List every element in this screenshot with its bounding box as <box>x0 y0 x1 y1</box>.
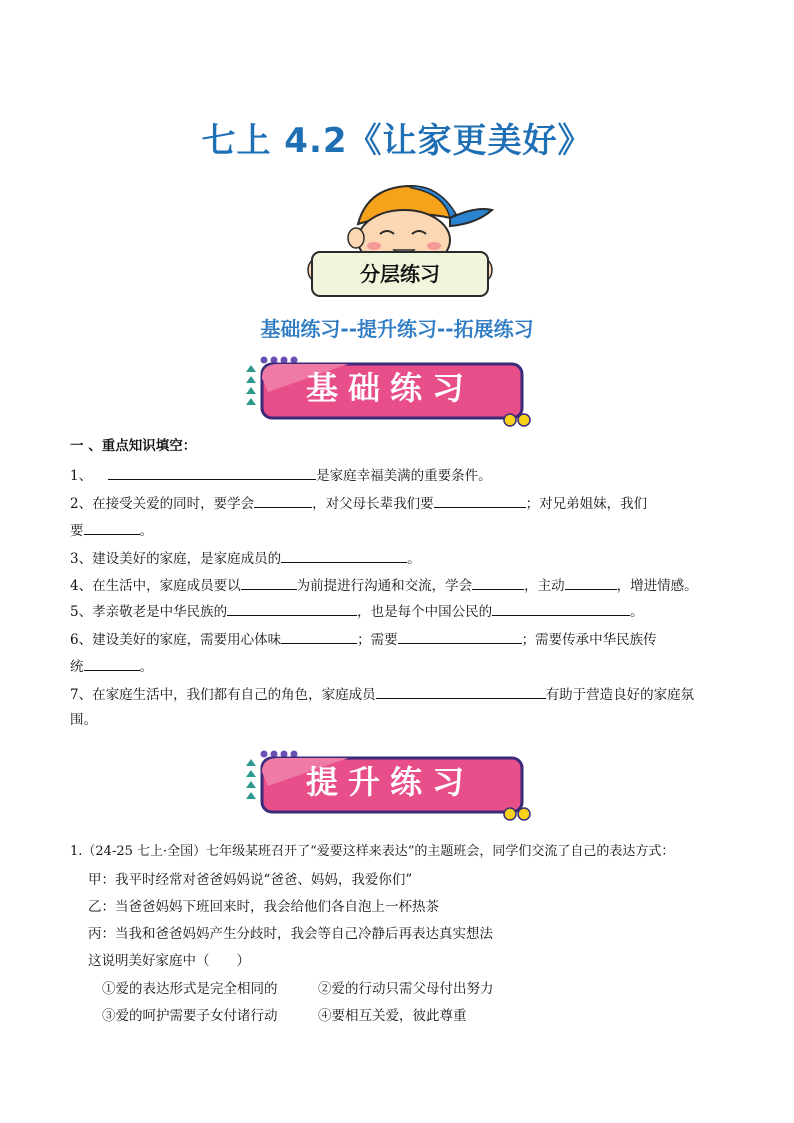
question-prompt: 这说明美好家庭中（ ） <box>88 953 250 969</box>
question-2-cont: 要 。 <box>70 520 153 541</box>
question-7: 7、在家庭生活中，我们都有自己的角色，家庭成员 有助于营造良好的家庭氛 <box>70 684 694 705</box>
mascot-illustration <box>300 180 500 300</box>
answer-blank[interactable] <box>398 629 522 644</box>
option-2[interactable]: ②爱的行动只需父母付出努力 <box>318 981 494 997</box>
basic-practice-banner <box>238 352 538 432</box>
question-5: 5、孝亲敬老是中华民族的 ，也是每个中国公民的 。 <box>70 601 644 622</box>
answer-blank[interactable] <box>84 520 140 535</box>
question-1: 1、 是家庭幸福美满的重要条件。 <box>70 465 492 486</box>
badge-label: 分层练习 <box>360 262 440 286</box>
statement-yi: 乙：当爸爸妈妈下班回来时，我会给他们各自泡上一杯热茶 <box>88 899 439 915</box>
option-1[interactable]: ①爱的表达形式是完全相同的 <box>102 981 278 997</box>
section-heading: 一 、重点知识填空： <box>70 438 197 454</box>
question-6: 6、建设美好的家庭，需要用心体味 ；需要 ；需要传承中华民族传 <box>70 629 657 650</box>
answer-blank[interactable] <box>492 601 630 616</box>
answer-blank[interactable] <box>376 684 546 699</box>
answer-blank[interactable] <box>84 656 140 671</box>
page-title: 七上 4.2《让家更美好》 <box>201 121 593 161</box>
answer-blank[interactable] <box>472 575 524 590</box>
statement-jia: 甲：我平时经常对爸爸妈妈说“爸爸、妈妈，我爱你们” <box>88 872 413 888</box>
answer-blank[interactable] <box>434 493 526 508</box>
statement-bing: 丙：当我和爸爸妈妈产生分歧时，我会等自己冷静后再表达真实想法 <box>88 926 493 942</box>
option-3[interactable]: ③爱的呵护需要子女付诸行动 <box>102 1008 278 1024</box>
advanced-practice-banner <box>238 746 538 826</box>
question-6-cont: 统 。 <box>70 656 153 677</box>
question-7-cont: 围。 <box>70 712 97 728</box>
answer-blank[interactable] <box>281 548 407 563</box>
answer-blank[interactable] <box>227 601 357 616</box>
answer-blank[interactable] <box>254 493 312 508</box>
mc-question-stem: 1.（24-25 七上·全国）七年级某班召开了“爱要这样来表达”的主题班会，同学们交流了自己的表达方式： <box>70 844 675 859</box>
answer-blank[interactable] <box>281 629 357 644</box>
question-4: 4、在生活中，家庭成员要以 为前提进行沟通和交流，学会 ，主动 ，增进情感。 <box>70 575 698 596</box>
answer-blank[interactable] <box>108 465 316 480</box>
question-2: 2、在接受关爱的同时，要学会 ，对父母长辈我们要 ；对兄弟姐妹，我们 <box>70 493 647 514</box>
question-3: 3、建设美好的家庭，是家庭成员的 。 <box>70 548 421 569</box>
banner-label: 基础练习 <box>305 369 474 407</box>
banner-label: 提升练习 <box>305 763 474 801</box>
answer-blank[interactable] <box>241 575 297 590</box>
exercise-levels-subtitle: 基础练习--提升练习--拓展练习 <box>260 317 534 341</box>
answer-blank[interactable] <box>565 575 617 590</box>
option-4[interactable]: ④要相互关爱，彼此尊重 <box>318 1008 467 1024</box>
